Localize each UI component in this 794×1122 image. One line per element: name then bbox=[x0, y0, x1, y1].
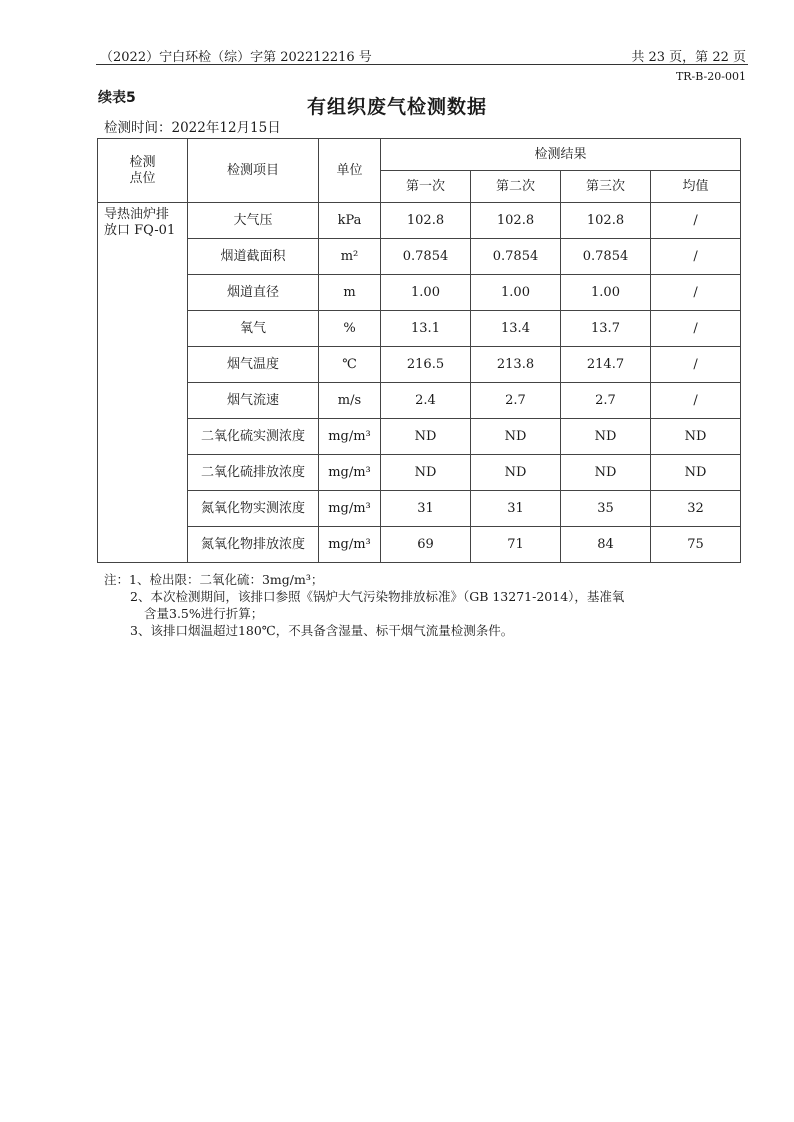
average-cell: / bbox=[651, 311, 741, 347]
item-cell: 烟道直径 bbox=[188, 275, 319, 311]
value-cell: 0.7854 bbox=[471, 239, 561, 275]
header-results: 检测结果 bbox=[381, 139, 741, 171]
unit-cell: mg/m³ bbox=[319, 419, 381, 455]
table-row bbox=[98, 203, 741, 239]
page-title: 有组织废气检测数据 bbox=[306, 96, 487, 118]
header-third: 第三次 bbox=[561, 171, 651, 203]
table-row bbox=[98, 311, 741, 347]
note-3: 3、该排口烟温超过180℃，不具备含湿量、标干烟气流量检测条件。 bbox=[130, 623, 514, 638]
unit-cell: mg/m³ bbox=[319, 527, 381, 563]
unit-cell: mg/m³ bbox=[319, 491, 381, 527]
item-cell: 烟气流速 bbox=[188, 383, 319, 419]
header-unit: 单位 bbox=[319, 139, 381, 203]
value-cell: 2.4 bbox=[381, 383, 471, 419]
note-1: 注：1、检出限：二氧化硫：3mg/m³； bbox=[104, 572, 324, 587]
header-item: 检测项目 bbox=[188, 139, 319, 203]
table-row bbox=[98, 491, 741, 527]
value-cell: 35 bbox=[561, 491, 651, 527]
unit-cell: m bbox=[319, 275, 381, 311]
header-second: 第二次 bbox=[471, 171, 561, 203]
item-cell: 氮氧化物排放浓度 bbox=[188, 527, 319, 563]
unit-cell: m/s bbox=[319, 383, 381, 419]
value-cell: 216.5 bbox=[381, 347, 471, 383]
value-cell: 2.7 bbox=[561, 383, 651, 419]
item-cell: 二氧化硫实测浓度 bbox=[188, 419, 319, 455]
item-cell: 二氧化硫排放浓度 bbox=[188, 455, 319, 491]
item-cell: 烟道截面积 bbox=[188, 239, 319, 275]
unit-cell: m² bbox=[319, 239, 381, 275]
note-2: 2、本次检测期间，该排口参照《锅炉大气污染物排放标准》（GB 13271-2014），基准氧 bbox=[130, 589, 625, 604]
value-cell: ND bbox=[381, 419, 471, 455]
item-cell: 大气压 bbox=[188, 203, 319, 239]
value-cell: 0.7854 bbox=[381, 239, 471, 275]
value-cell: 213.8 bbox=[471, 347, 561, 383]
header-first: 第一次 bbox=[381, 171, 471, 203]
value-cell: ND bbox=[471, 455, 561, 491]
table-row bbox=[98, 275, 741, 311]
value-cell: 69 bbox=[381, 527, 471, 563]
average-cell: ND bbox=[651, 455, 741, 491]
table-continuation-label: 续表5 bbox=[98, 90, 136, 106]
sampling-point-line: 导热油炉排 bbox=[104, 207, 170, 222]
average-cell: / bbox=[651, 347, 741, 383]
item-cell: 烟气温度 bbox=[188, 347, 319, 383]
value-cell: ND bbox=[561, 419, 651, 455]
value-cell: 214.7 bbox=[561, 347, 651, 383]
value-cell: 31 bbox=[381, 491, 471, 527]
report-number: （2022）宁白环检（综）字第 202212216 号 bbox=[100, 50, 372, 65]
average-cell: / bbox=[651, 275, 741, 311]
unit-cell: mg/m³ bbox=[319, 455, 381, 491]
header-point: 检测 点位 bbox=[98, 139, 188, 203]
average-cell: 75 bbox=[651, 527, 741, 563]
value-cell: 2.7 bbox=[471, 383, 561, 419]
value-cell: 13.7 bbox=[561, 311, 651, 347]
average-cell: ND bbox=[651, 419, 741, 455]
value-cell: 102.8 bbox=[561, 203, 651, 239]
average-cell: 32 bbox=[651, 491, 741, 527]
sampling-point-line: 放口 FQ-01 bbox=[104, 223, 176, 238]
item-cell: 氧气 bbox=[188, 311, 319, 347]
value-cell: 1.00 bbox=[471, 275, 561, 311]
average-cell: / bbox=[651, 203, 741, 239]
emission-data-table bbox=[97, 138, 741, 563]
unit-cell: ℃ bbox=[319, 347, 381, 383]
table-row bbox=[98, 347, 741, 383]
value-cell: 13.1 bbox=[381, 311, 471, 347]
value-cell: 1.00 bbox=[561, 275, 651, 311]
document-code: TR-B-20-001 bbox=[675, 70, 746, 83]
table-row bbox=[98, 419, 741, 455]
value-cell: ND bbox=[381, 455, 471, 491]
notes bbox=[104, 571, 744, 639]
table-row bbox=[98, 527, 741, 563]
value-cell: ND bbox=[471, 419, 561, 455]
value-cell: 0.7854 bbox=[561, 239, 651, 275]
table-row bbox=[98, 239, 741, 275]
sampling-point bbox=[98, 203, 188, 563]
value-cell: 102.8 bbox=[471, 203, 561, 239]
page-count: 共 23 页，第 22 页 bbox=[631, 50, 746, 65]
unit-cell: % bbox=[319, 311, 381, 347]
value-cell: 102.8 bbox=[381, 203, 471, 239]
table-row bbox=[98, 455, 741, 491]
value-cell: 71 bbox=[471, 527, 561, 563]
test-date: 检测时间：2022年12月15日 bbox=[104, 120, 281, 136]
average-cell: / bbox=[651, 239, 741, 275]
note-2-continued: 含量3.5%进行折算； bbox=[144, 606, 264, 621]
header-average: 均值 bbox=[651, 171, 741, 203]
item-cell: 氮氧化物实测浓度 bbox=[188, 491, 319, 527]
value-cell: 13.4 bbox=[471, 311, 561, 347]
unit-cell: kPa bbox=[319, 203, 381, 239]
value-cell: 84 bbox=[561, 527, 651, 563]
table-row bbox=[98, 383, 741, 419]
average-cell: / bbox=[651, 383, 741, 419]
value-cell: 31 bbox=[471, 491, 561, 527]
value-cell: 1.00 bbox=[381, 275, 471, 311]
value-cell: ND bbox=[561, 455, 651, 491]
header-divider bbox=[96, 64, 748, 65]
